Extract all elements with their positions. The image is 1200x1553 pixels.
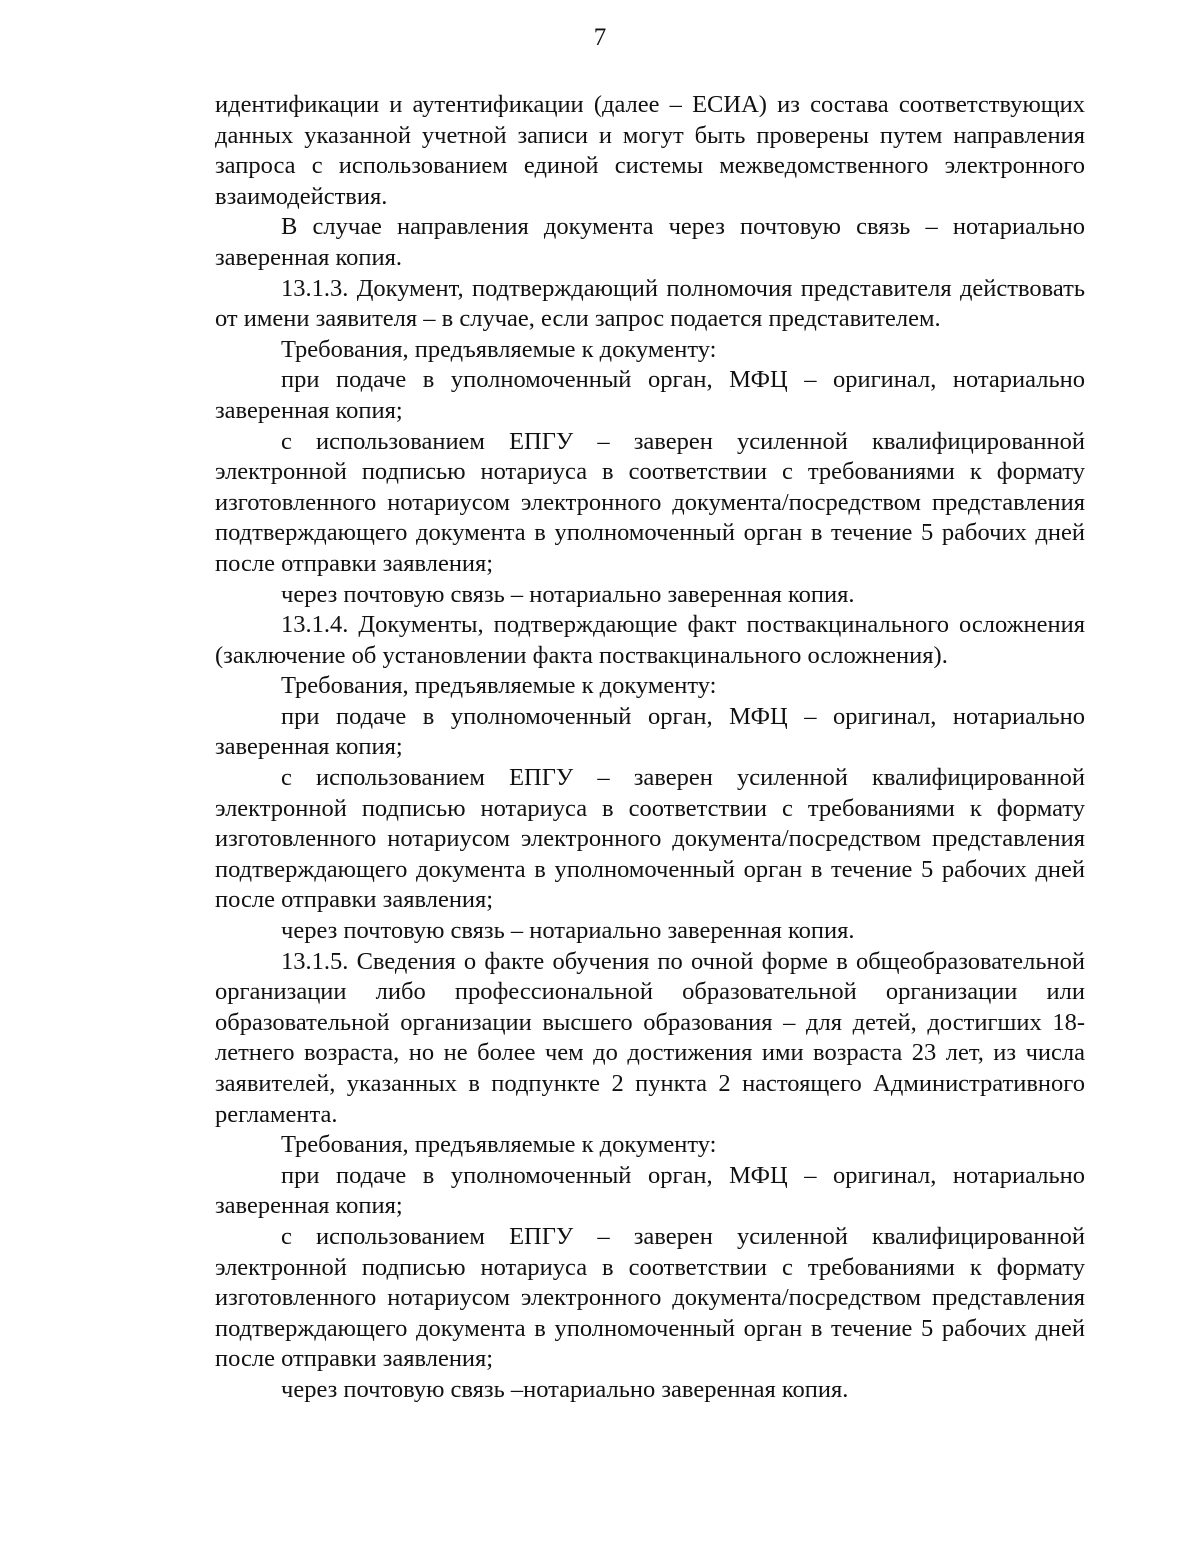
paragraph-requirement-mfc: при подаче в уполномоченный орган, МФЦ – оригинал, нотариально заверенная копия; (215, 366, 1085, 424)
paragraph-requirement-mfc: при подаче в уполномоченный орган, МФЦ – оригинал, нотариально заверенная копия; (215, 1161, 1085, 1220)
page-number: 7 (593, 24, 607, 51)
paragraph-requirements-heading: Требования, предъявляемые к документу: (281, 1131, 717, 1159)
paragraph-requirement-postal: через почтовую связь – нотариально заверенная копия. (281, 580, 855, 608)
paragraph-esia-continuation: идентификации и аутентификации (далее – ЕСИА) из состава соответствующих данных указанной учетной записи и могут быть проверены путем направления запроса с использованием единой системы межведомственного электронного взаимодействия. (215, 91, 1085, 210)
paragraph-requirements-heading: Требования, предъявляемые к документу: (281, 335, 717, 363)
paragraph-requirements-heading: Требования, предъявляемые к документу: (281, 672, 717, 700)
paragraph-13-1-3: 13.1.3. Документ, подтверждающий полномочия представителя действовать от имени заявителя – в случае, если запрос подается представителем. (215, 274, 1085, 333)
paragraph-requirement-epgu: с использованием ЕПГУ – заверен усиленной квалифицированной электронной подписью нотариуса в соответствии с требованиями к формату изготовленного нотариусом электронного документа/посредством представления подтверждающего документа в уполномоченный орган в течение 5 рабочих дней после отправки заявления; (215, 764, 1085, 914)
paragraph-postal-copy: В случае направления документа через почтовую связь – нотариально заверенная копия. (215, 213, 1085, 271)
document-body (215, 90, 1085, 1406)
paragraph-13-1-4: 13.1.4. Документы, подтверждающие факт поствакцинального осложнения (заключение об установлении факта поствакцинального осложнения). (215, 611, 1085, 669)
paragraph-requirement-postal: через почтовую связь – нотариально заверенная копия. (281, 917, 855, 945)
paragraph-requirement-epgu: с использованием ЕПГУ – заверен усиленной квалифицированной электронной подписью нотариуса в соответствии с требованиями к формату изготовленного нотариусом электронного документа/посредством представления подтверждающего документа в уполномоченный орган в течение 5 рабочих дней после отправки заявления; (215, 427, 1085, 577)
paragraph-requirement-postal: через почтовую связь –нотариально заверенная копия. (281, 1375, 849, 1403)
paragraph-13-1-5: 13.1.5. Сведения о факте обучения по очной форме в общеобразовательной организации либо профессиональной образовательной организации или образовательной организации высшего образования – для детей, достигших 18-летнего возраста, но не более чем до достижения ими возраста 23 лет, из числа заявителей, указанных в подпункте 2 пункта 2 настоящего Административного регламента. (215, 947, 1085, 1128)
paragraph-requirement-mfc: при подаче в уполномоченный орган, МФЦ – оригинал, нотариально заверенная копия; (215, 702, 1085, 761)
paragraph-requirement-epgu: с использованием ЕПГУ – заверен усиленной квалифицированной электронной подписью нотариуса в соответствии с требованиями к формату изготовленного нотариусом электронного документа/посредством представления подтверждающего документа в уполномоченный орган в течение 5 рабочих дней после отправки заявления; (215, 1222, 1085, 1373)
